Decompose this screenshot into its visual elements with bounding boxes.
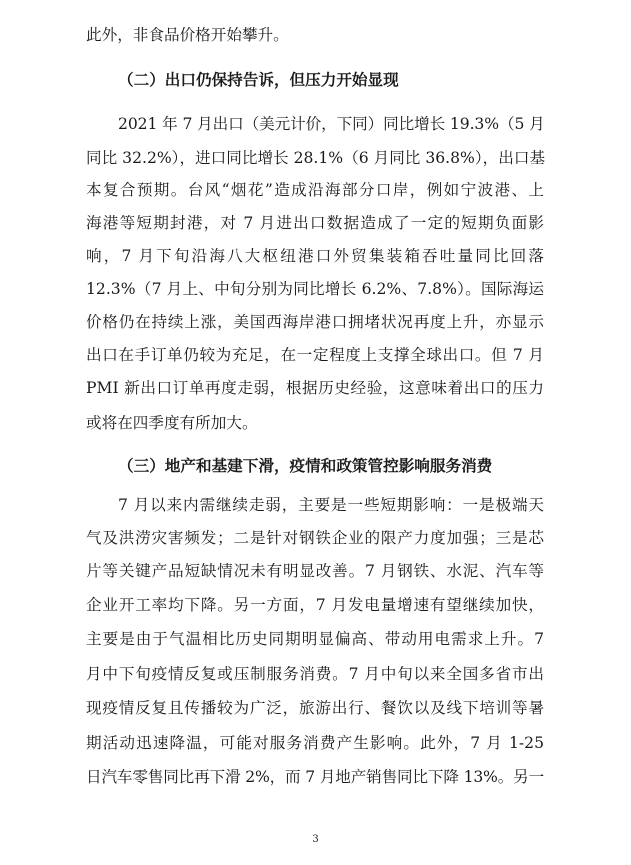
paragraph-line: 海港等短期封港，对 7 月进出口数据造成了一定的短期负面影 [86, 214, 544, 232]
paragraph-line: 片等关键产品短缺情况未有明显改善。7 月钢铁、水泥、汽车等 [86, 562, 544, 580]
paragraph-line: 此外，非食品价格开始攀升。 [86, 26, 289, 44]
paragraph-line: 响，7 月下旬沿海八大枢纽港口外贸集装箱吞吐量同比回落 [86, 247, 544, 265]
paragraph-line: 本复合预期。台风“烟花”造成沿海部分口岸，例如宁波港、上 [86, 181, 544, 199]
paragraph-line: 日汽车零售同比再下滑 2%，而 7 月地产销售同比下降 13%。另一 [86, 768, 544, 786]
paragraph-line: 企业开工率均下降。另一方面，7 月发电量增速有望继续加快， [86, 596, 544, 614]
page-number: 3 [312, 834, 319, 845]
section-heading-domestic-demand: （三）地产和基建下滑，疫情和政策管控影响服务消费 [118, 457, 493, 475]
paragraph-line: 价格仍在持续上涨，美国西海岸港口拥堵状况再度上升，亦显示 [86, 313, 544, 331]
paragraph-line: 同比 32.2%），进口同比增长 28.1%（6 月同比 36.8%），出口基 [86, 149, 546, 167]
paragraph-line: 2021 年 7 月出口（美元计价，下同）同比增长 19.3%（5 月 [118, 115, 545, 133]
paragraph-line: 月中下旬疫情反复或压制服务消费。7 月中旬以来全国多省市出 [86, 665, 544, 683]
paragraph-line: 12.3%（7 月上、中旬分别为同比增长 6.2%、7.8%）。国际海运 [86, 280, 544, 298]
paragraph-line: 7 月以来内需继续走弱，主要是一些短期影响：一是极端天 [118, 496, 544, 514]
paragraph-line: 气及洪涝灾害频发；二是针对钢铁企业的限产力度加强；三是芯 [86, 529, 544, 547]
paragraph-line: 现疫情反复且传播较为广泛，旅游出行、餐饮以及线下培训等暑 [86, 699, 544, 717]
section-heading-export: （二）出口仍保持告诉，但压力开始显现 [118, 71, 399, 89]
paragraph-line: 期活动迅速降温，可能对服务消费产生影响。此外，7 月 1-25 [86, 734, 544, 752]
paragraph-line: 主要是由于气温相比历史同期明显偏高、带动用电需求上升。7 [86, 630, 544, 648]
paragraph-line: 或将在四季度有所加大。 [86, 414, 258, 432]
paragraph-line: PMI 新出口订单再度走弱，根据历史经验，这意味着出口的压力 [86, 379, 544, 397]
paragraph-line: 出口在手订单仍较为充足，在一定程度上支撑全球出口。但 7 月 [86, 346, 544, 364]
